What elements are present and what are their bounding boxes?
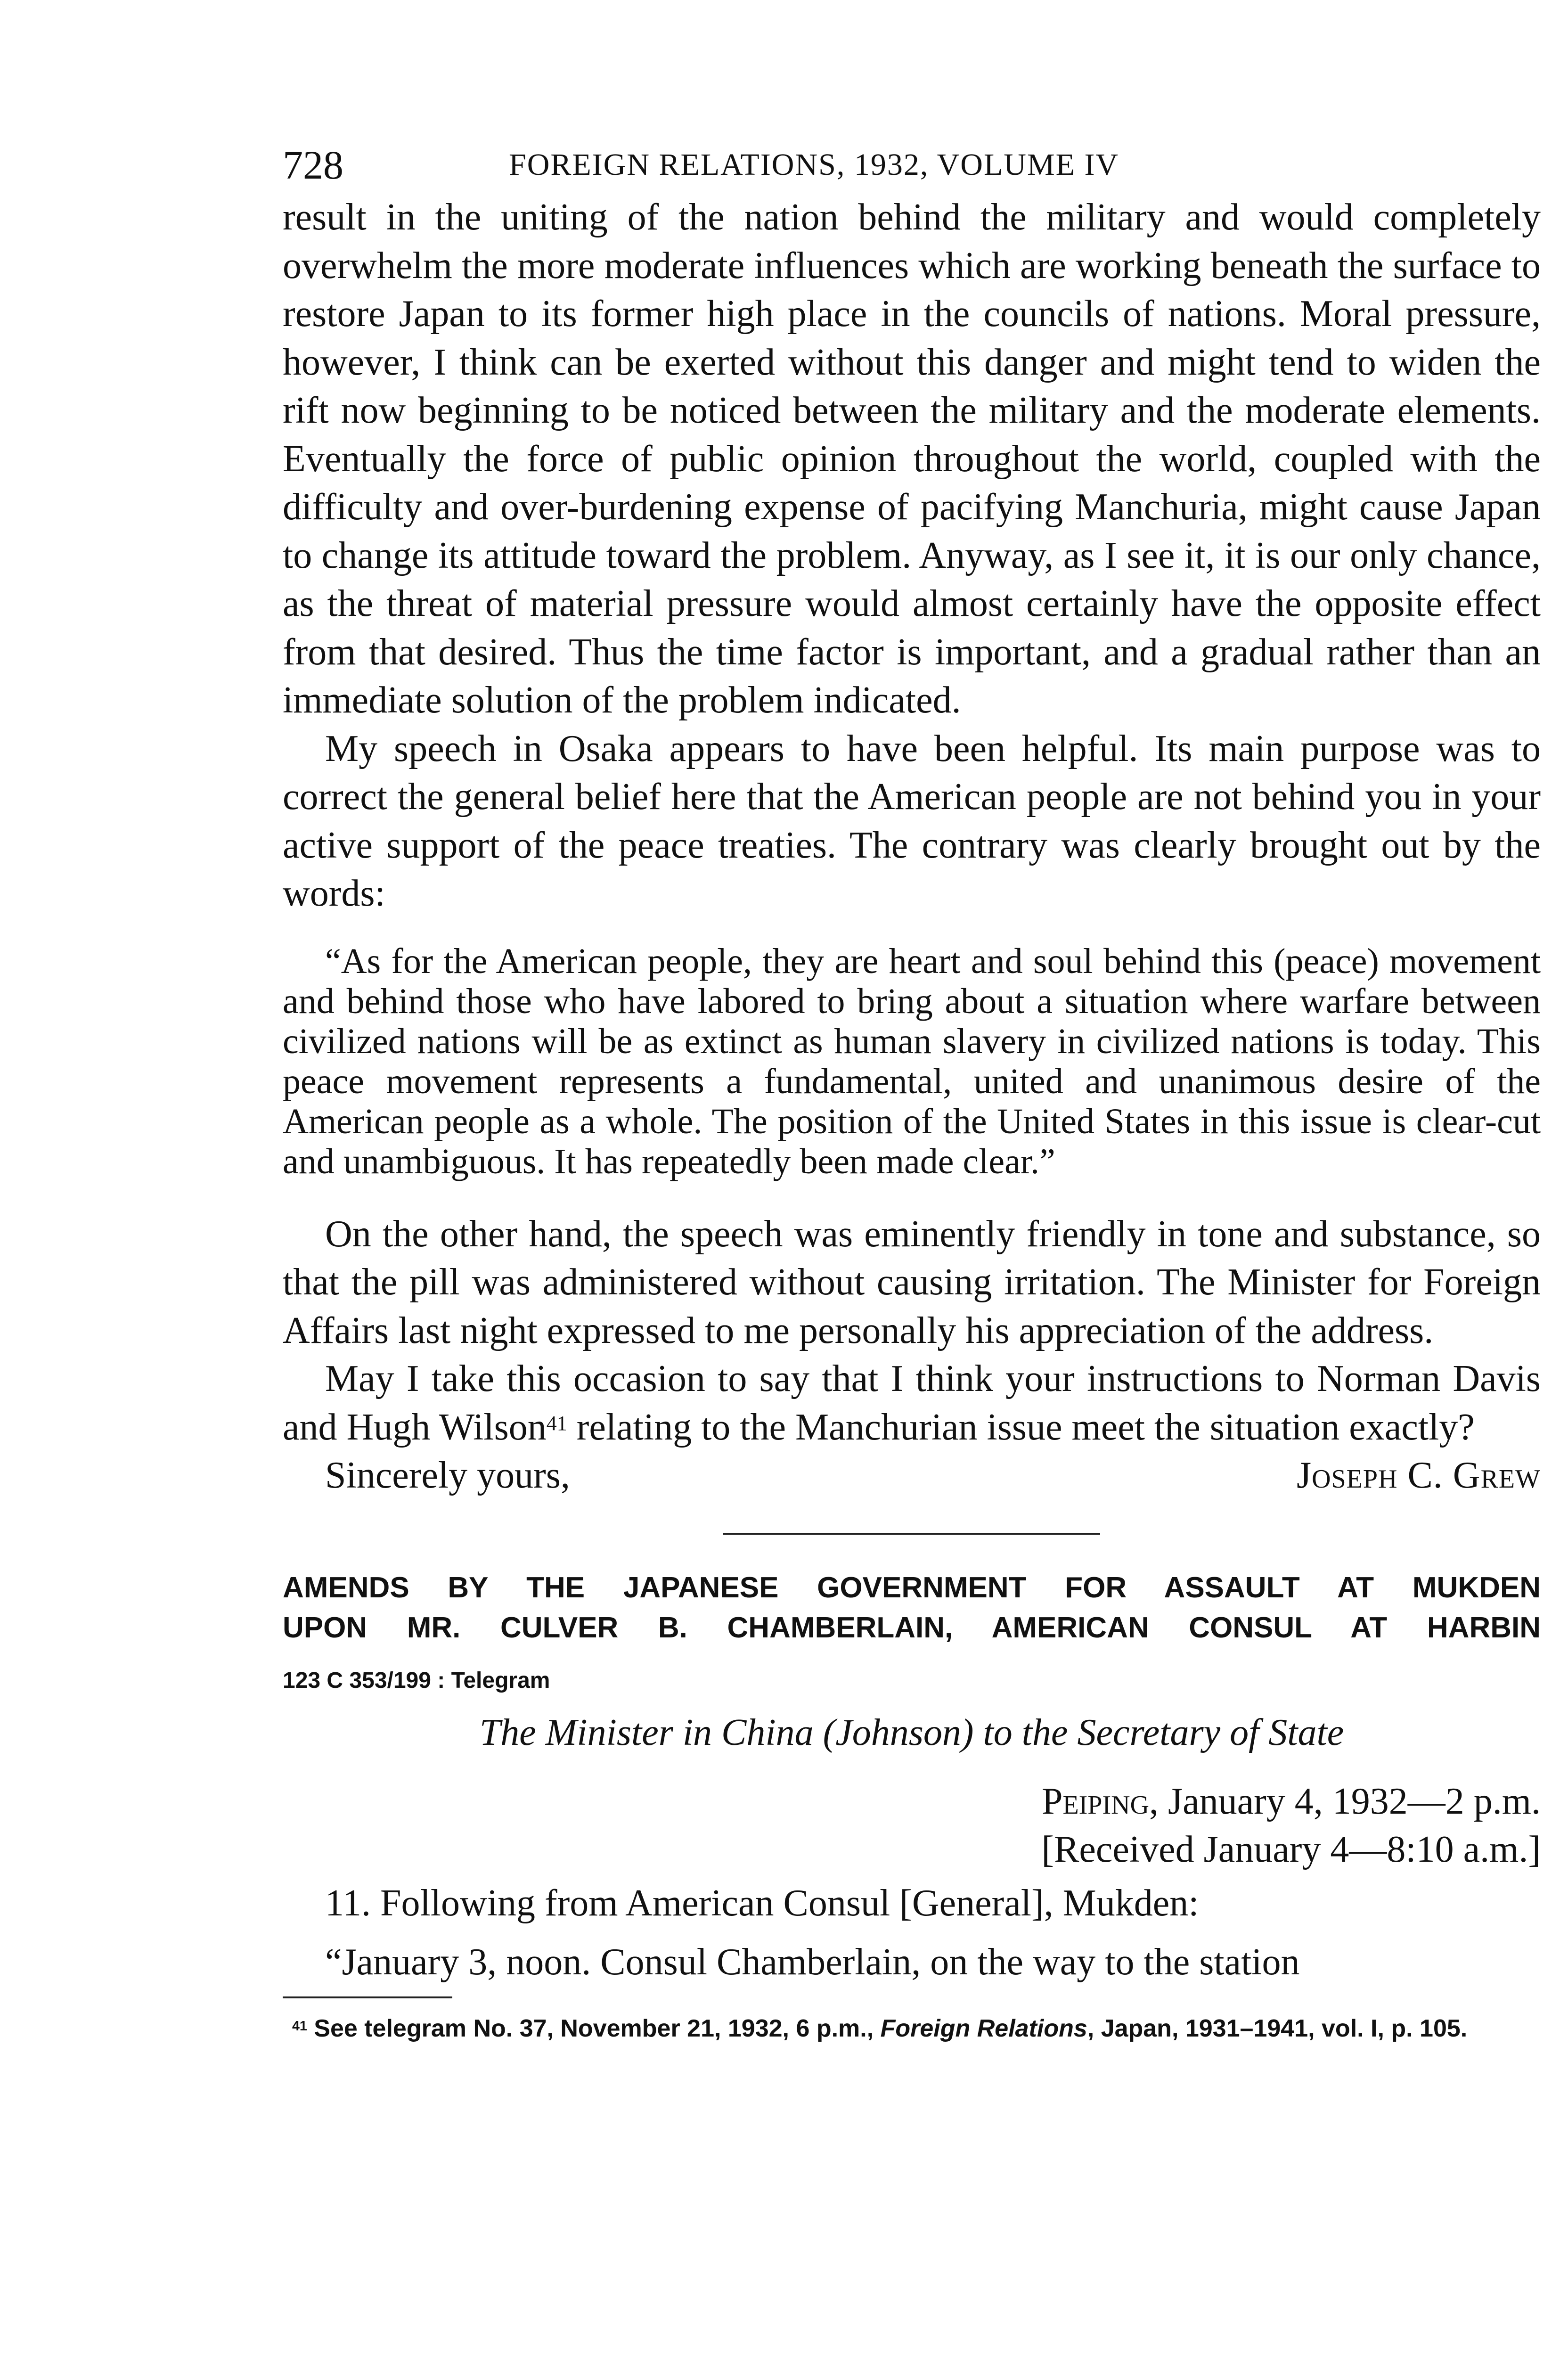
dateline-date: January 4, 1932—2 p.m. [1158,1780,1541,1822]
footnote-italic-title: Foreign Relations [880,2014,1087,2042]
letter-body [283,193,1541,918]
running-head [283,137,1541,193]
document-title: The Minister in China (Johnson) to the Secretary of State [479,1711,1344,1753]
letter-paragraph-2: My speech in Osaka appears to have been helpful. Its main purpose was to correct the general belief here that the American people are not behind you in your active support of the peace treaties. The contrary was clearly brought out by the words: [283,728,1541,914]
section-heading-line-1: AMENDS BY THE JAPANESE GOVERNMENT FOR ASSAULT AT MUKDEN [283,1571,1541,1604]
footnote-text-a: See telegram No. 37, November 21, 1932, 6 p.m., [307,2014,881,2042]
received-line: [Received January 4—8:10 a.m.] [1041,1829,1541,1870]
signature: Joseph C. Grew [1296,1455,1541,1496]
letter-paragraph-4 [283,1355,1541,1451]
footnote-rule [283,1996,452,1998]
telegram-quote-start: “January 3, noon. Consul Chamberlain, on the way to the station [325,1941,1300,1983]
speech-quote: “As for the American people, they are heart and soul behind this (peace) movement and behind those who have labored to bring about a situation where warfare between civilized nations will be as extinct as human slavery in civilized nations is today. This peace movement represents a fundamental, united and unanimous desire of the American people as a whole. The position of the United States in this issue is clear-cut and unambiguous. It has repeatedly been made clear.” [283,941,1541,1181]
letter-paragraph-1: result in the uniting of the nation behind the military and would completely overwhelm the more moderate influences which are working beneath the surface to restore Japan to its former high place in the councils of nations. Moral pressure, however, I think can be exerted without this danger and might tend to widen the rift now beginning to be noticed between the military and the moderate elements. Eventually the force of public opinion throughout the world, coupled with the difficulty and over-burdening expense of pacifying Manchuria, might cause Japan to change its attitude toward the problem. Anyway, as I see it, it is our only chance, as the threat of material pressure would almost certainly have the opposite effect from that desired. Thus the time factor is important, and a gradual rather than an immediate solution of the problem indicated. [283,196,1541,721]
footnote-reference: 41 [546,1411,567,1435]
letter-body-continued [283,1210,1541,1452]
document-page [283,137,1541,2045]
file-reference: 123 C 353/199 : Telegram [283,1668,550,1693]
signature-block [283,1451,1541,1500]
section-divider [723,1533,1100,1535]
running-title: FOREIGN RELATIONS, 1932, VOLUME IV [509,147,1119,182]
dateline [283,1777,1541,1826]
footnote-number: 41 [292,2018,307,2034]
telegram-paragraph-11: 11. Following from American Consul [General], Mukden: [325,1882,1199,1924]
dateline-place: Peiping, [1041,1780,1159,1822]
page-number: 728 [283,142,343,188]
footnote-text-b: , Japan, 1931–1941, vol. I, p. 105. [1087,2014,1468,2042]
footnote-41 [283,2012,1541,2045]
paragraph-4-text-b: relating to the Manchurian issue meet the situation exactly? [567,1406,1475,1448]
closing-salutation: Sincerely yours, [325,1455,570,1496]
section-heading [283,1568,1541,1648]
letter-paragraph-3: On the other hand, the speech was eminently friendly in tone and substance, so that the pill was administered without causing irritation. The Minister for Foreign Affairs last night expressed to me personally his appreciation of the address. [283,1213,1541,1351]
section-heading-line-2: UPON MR. CULVER B. CHAMBERLAIN, AMERICAN CONSUL AT HARBIN [283,1611,1541,1644]
paragraph-4-text-a: May I take this occasion to say that I think your instructions to Norman Davis and Hugh Wilson [283,1358,1541,1448]
